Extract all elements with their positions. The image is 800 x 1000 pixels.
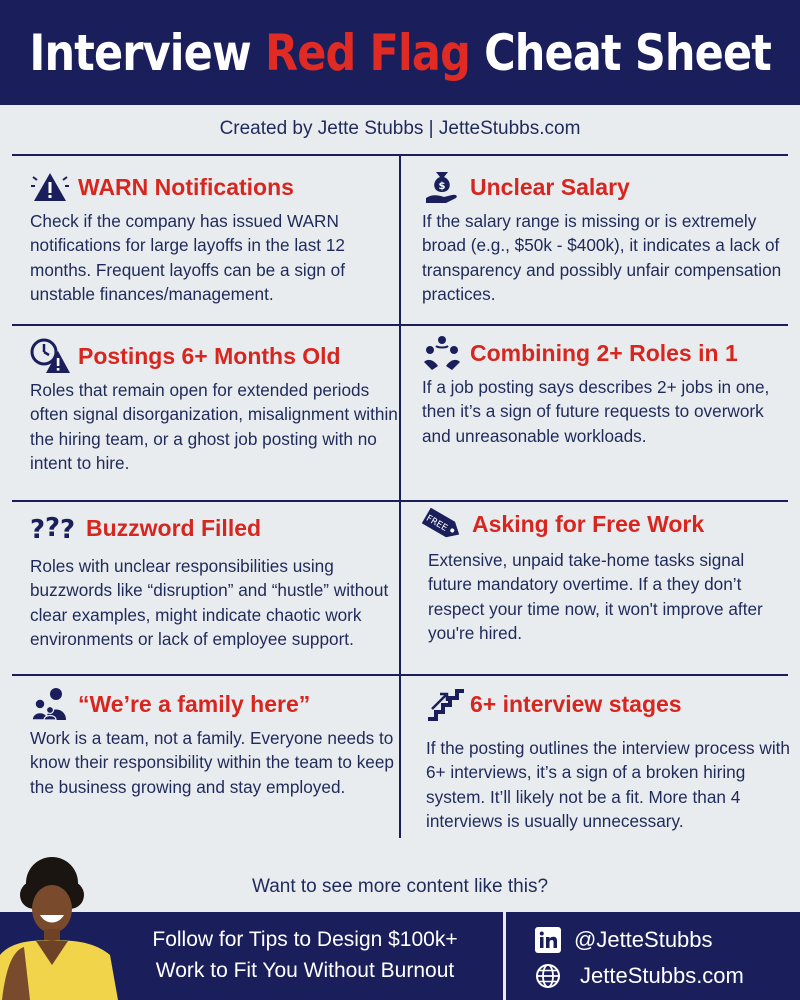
- author-photo: [0, 855, 130, 1000]
- question-marks-icon: [30, 509, 78, 547]
- cell-title: Asking for Free Work: [472, 510, 705, 537]
- svg-text:$: $: [438, 181, 446, 192]
- cell-body: Roles with unclear responsibilities using buzzwords like “disruption” and “hustle” without clear examples, might indicate chaotic work environments or lack of employee support.: [30, 556, 389, 650]
- clock-warning-icon: [30, 337, 70, 375]
- title-part-2: Cheat Sheet: [469, 23, 771, 82]
- cell-title: Unclear Salary: [470, 173, 630, 200]
- red-flag-combined-roles: [422, 333, 790, 448]
- header-banner: [0, 0, 800, 105]
- cell-title: Combining 2+ Roles in 1: [470, 339, 738, 366]
- follow-text: [110, 924, 500, 986]
- cell-title: Buzzword Filled: [86, 514, 262, 541]
- family-icon: [30, 685, 70, 723]
- free-tag-icon: [416, 503, 466, 545]
- red-flag-unclear-salary: [422, 167, 790, 307]
- footer-divider: [503, 912, 506, 1000]
- stairs-icon: [426, 685, 466, 723]
- cell-body: If a job posting says describes 2+ jobs in one, then it’s a sign of future requests to overwork and unreasonable workloads.: [422, 377, 770, 446]
- linkedin-handle: @JetteStubbs: [574, 927, 713, 952]
- follow-line-2: Work to Fit You Without Burnout: [155, 959, 455, 982]
- cell-body: Extensive, unpaid take-home tasks signal future mandatory overtime. If a they don’t respect your time now, it won't improve after you're hired.: [428, 550, 763, 644]
- red-flag-buzzwords: [30, 508, 398, 652]
- cell-title: “We’re a family here”: [78, 690, 311, 717]
- title-red-flag: Red Flag: [264, 23, 470, 82]
- credit-line: Created by Jette Stubbs | JetteStubbs.com: [219, 118, 581, 139]
- title-part-1: Interview: [29, 23, 265, 82]
- cell-body: Work is a team, not a family. Everyone needs to know their responsibility within the team to keep the business growing and stay employed.: [30, 728, 394, 797]
- follow-line-1: Follow for Tips to Design $100k+: [152, 928, 458, 951]
- red-flag-warn-notifications: [30, 167, 398, 307]
- page-title: [29, 24, 771, 82]
- cell-body: Roles that remain open for extended periods often signal disorganization, misalignment within the hiring team, or a ghost job posting with no intent to hire.: [30, 380, 398, 474]
- svg-text:?: ?: [30, 515, 46, 544]
- cell-body: If the posting outlines the interview process with 6+ interviews, it’s a sign of a broken hiring system. It’ll likely not be a fit. More than 4 interviews is usually unnecessary.: [426, 738, 790, 832]
- cell-title: WARN Notifications: [78, 173, 294, 200]
- warning-icon: [30, 168, 70, 206]
- red-flag-interview-stages: [426, 684, 790, 834]
- globe-icon: [534, 962, 562, 990]
- svg-text:?: ?: [60, 515, 76, 544]
- free-tag-text: FREE: [424, 513, 449, 534]
- linkedin-link[interactable]: [534, 926, 713, 954]
- red-flag-family: [30, 684, 400, 799]
- linkedin-icon: [534, 926, 562, 954]
- red-flag-old-postings: [30, 336, 400, 476]
- red-flag-free-work: [416, 504, 790, 646]
- website-link[interactable]: [534, 962, 744, 990]
- cta-text: Want to see more content like this?: [251, 876, 549, 897]
- salary-hand-icon: [422, 168, 462, 206]
- svg-text:?: ?: [45, 513, 61, 543]
- website-url: JetteStubbs.com: [580, 963, 744, 988]
- cell-body: If the salary range is missing or is extremely broad (e.g., $50k - $400k), it indicates a lack of transparency and possibly unfair compensation practices.: [422, 211, 782, 305]
- team-hands-icon: [422, 334, 462, 372]
- cell-title: Postings 6+ Months Old: [78, 342, 341, 369]
- cell-body: Check if the company has issued WARN notifications for large layoffs in the last 12 months. Frequent layoffs can be a sign of unstable finances/management.: [30, 211, 345, 305]
- cell-title: 6+ interview stages: [470, 690, 682, 717]
